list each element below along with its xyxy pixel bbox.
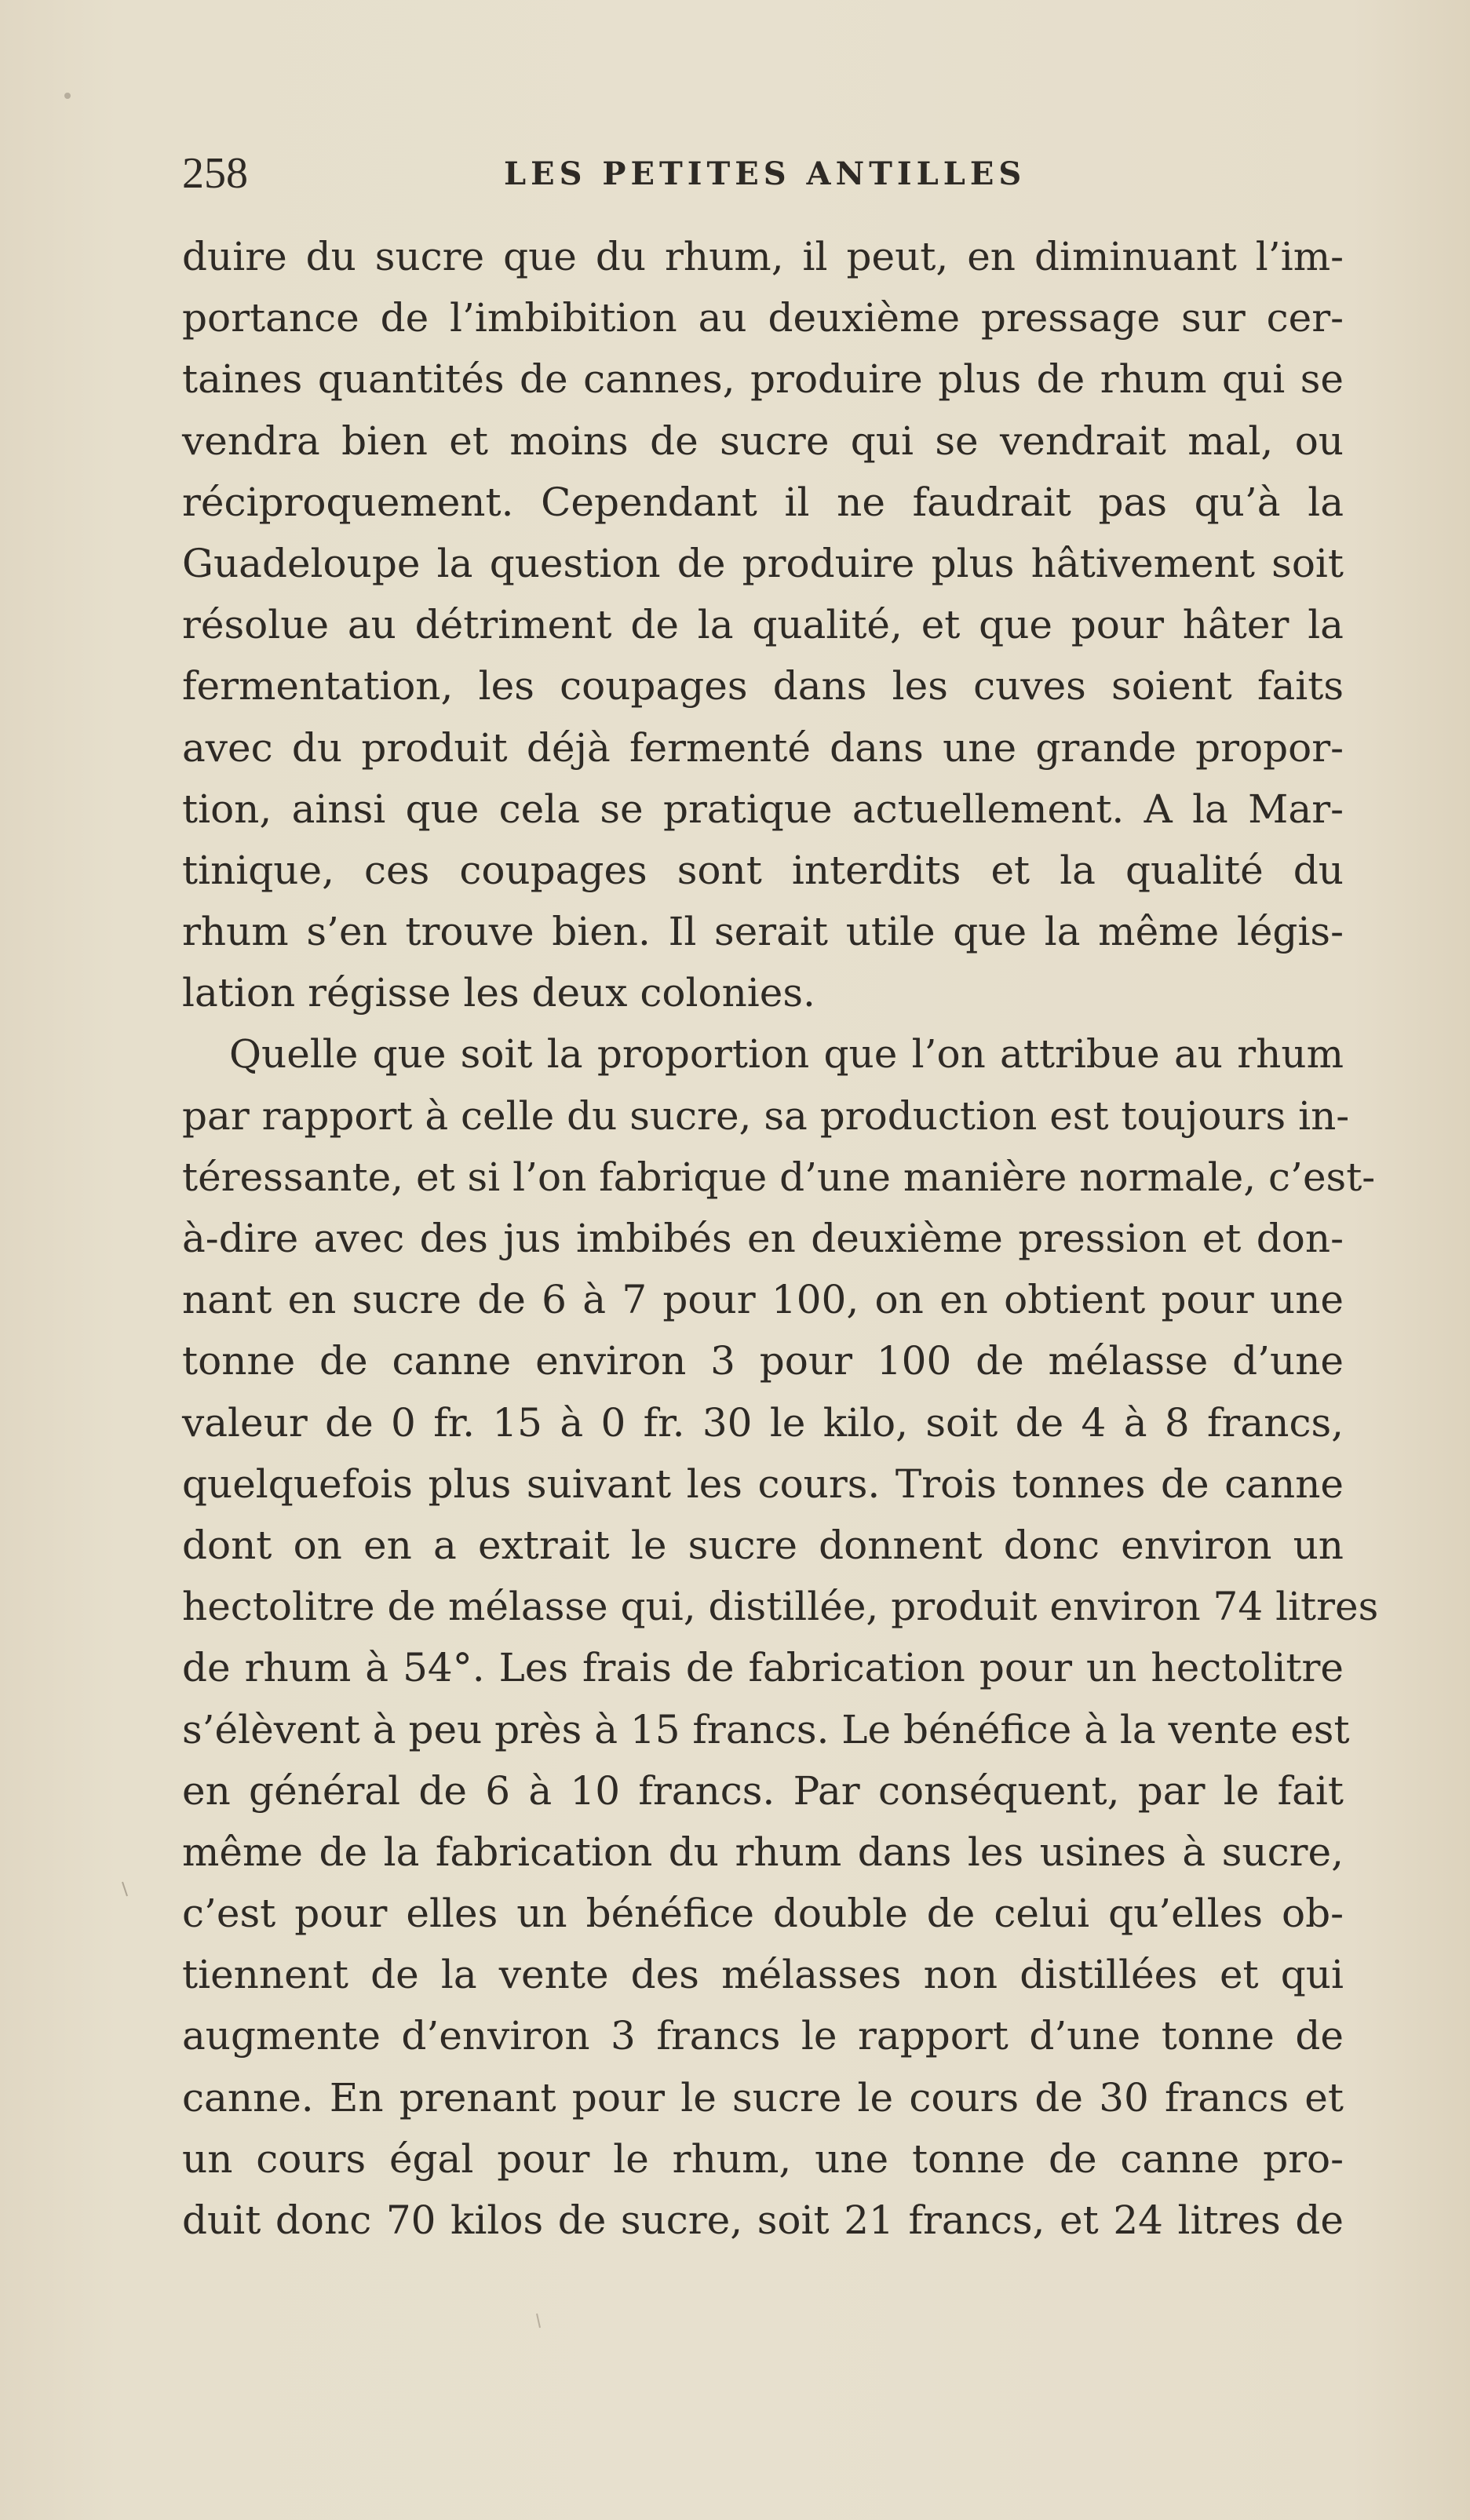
text-line: tonne de canne environ 3 pour 100 de mélasse d’une xyxy=(182,1338,1344,1384)
text-line: fermentation, les coupages dans les cuves soient faits xyxy=(182,663,1344,709)
text-line: duire du sucre que du rhum, il peut, en diminuant l’im- xyxy=(182,234,1344,279)
text-line: taines quantités de cannes, produire plus de rhum qui se xyxy=(182,356,1344,403)
text-line: vendra bien et moins de sucre qui se vendrait mal, ou xyxy=(182,418,1344,464)
text-line: Guadeloupe la question de produire plus hâtivement soit xyxy=(182,540,1344,586)
text-line: de rhum à 54°. Les frais de fabrication pour un hectolitre xyxy=(182,1645,1344,1691)
text-line: portance de l’imbibition au deuxième pressage sur cer- xyxy=(182,295,1344,341)
text-line: même de la fabrication du rhum dans les usines à sucre, xyxy=(182,1829,1344,1875)
text-line: rhum s’en trouve bien. Il serait utile que la même légis- xyxy=(182,909,1344,955)
text-line: nant en sucre de 6 à 7 pour 100, on en obtient pour une xyxy=(182,1277,1344,1323)
text-line: lation régisse les deux colonies. xyxy=(182,970,815,1016)
text-line: tiennent de la vente des mélasses non distillées et qui xyxy=(182,1952,1344,1998)
text-line: avec du produit déjà fermenté dans une grande propor- xyxy=(182,724,1344,771)
running-title: LES PETITES ANTILLES xyxy=(504,155,1027,192)
text-line: hectolitre de mélasse qui, distillée, produit environ 74 litres xyxy=(182,1584,1379,1630)
text-line: résolue au détriment de la qualité, et que pour hâter la xyxy=(182,602,1344,648)
page-number: 258 xyxy=(182,149,248,198)
text-line: Quelle que soit la proportion que l’on attribue au rhum xyxy=(229,1031,1344,1078)
text-line: augmente d’environ 3 francs le rapport d’une tonne de xyxy=(182,2013,1344,2059)
text-line: c’est pour elles un bénéfice double de celui qu’elles ob- xyxy=(182,1891,1344,1937)
text-line: tion, ainsi que cela se pratique actuellement. A la Mar- xyxy=(182,786,1344,832)
text-line: duit donc 70 kilos de sucre, soit 21 francs, et 24 litres de xyxy=(182,2197,1344,2243)
text-line: à-dire avec des jus imbibés en deuxième pression et don- xyxy=(182,1216,1344,1261)
text-line: en général de 6 à 10 francs. Par conséquent, par le fait xyxy=(182,1767,1344,1814)
text-line: valeur de 0 fr. 15 à 0 fr. 30 le kilo, soit de 4 à 8 francs, xyxy=(182,1399,1344,1446)
text-line: quelquefois plus suivant les cours. Trois tonnes de canne xyxy=(182,1461,1344,1507)
text-line: réciproquement. Cependant il ne faudrait pas qu’à la xyxy=(182,479,1344,525)
text-line: téressante, et si l’on fabrique d’une manière normale, c’est- xyxy=(182,1154,1376,1200)
text-line: par rapport à celle du sucre, sa production est toujours in- xyxy=(182,1092,1350,1139)
text-line: tinique, ces coupages sont interdits et la qualité du xyxy=(182,847,1344,893)
text-line: canne. En prenant pour le sucre le cours de 30 francs et xyxy=(182,2074,1344,2121)
text-line: dont on en a extrait le sucre donnent donc environ un xyxy=(182,1522,1344,1568)
text-line: un cours égal pour le rhum, une tonne de canne pro- xyxy=(182,2135,1344,2182)
text-line: s’élèvent à peu près à 15 francs. Le bénéfice à la vente est xyxy=(182,1706,1350,1752)
